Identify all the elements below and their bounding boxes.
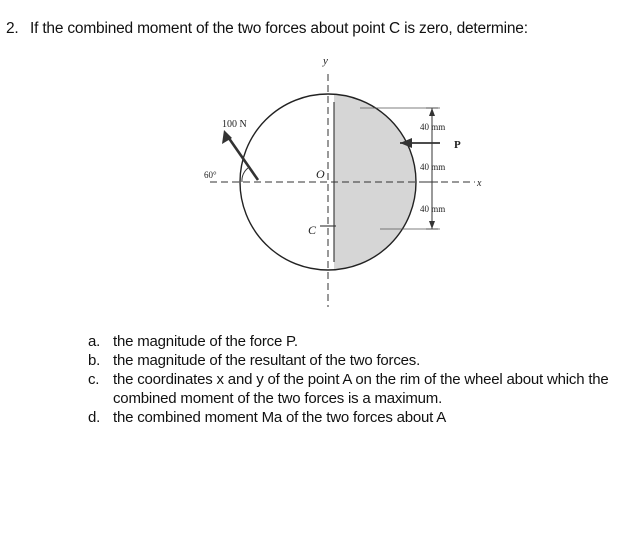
p-label: P bbox=[454, 139, 461, 151]
angle-arc bbox=[242, 168, 248, 182]
part-text: the magnitude of the resultant of the two forces. bbox=[113, 352, 421, 369]
part-text: the magnitude of the force P. bbox=[113, 333, 298, 350]
part-label: b. bbox=[88, 352, 101, 369]
part-a bbox=[88, 332, 618, 351]
part-b bbox=[88, 351, 618, 370]
part-d bbox=[88, 408, 618, 427]
origin-label: O bbox=[316, 167, 325, 181]
question-heading bbox=[6, 20, 528, 38]
part-label: d. bbox=[88, 409, 101, 426]
wheel-diagram bbox=[190, 52, 490, 314]
y-axis-label: y bbox=[323, 55, 328, 67]
angle-label: 60° bbox=[204, 170, 217, 180]
part-text: the coordinates x and y of the point A on the rim of the wheel about which the combined moment of the two forces is a maximum. bbox=[113, 371, 609, 407]
dim-bottom-label: 40 mm bbox=[420, 204, 446, 214]
question-text: If the combined moment of the two forces about point C is zero, determine: bbox=[30, 20, 528, 37]
part-label: a. bbox=[88, 333, 101, 350]
force-100n-arrow bbox=[226, 134, 258, 180]
wheel-figure bbox=[190, 52, 490, 314]
part-text: the combined moment Ma of the two forces about A bbox=[113, 409, 447, 426]
point-c-label: C bbox=[308, 223, 317, 237]
question-parts-list bbox=[88, 332, 618, 427]
force-label: 100 N bbox=[222, 119, 247, 130]
question-number: 2. bbox=[6, 20, 19, 37]
x-axis-label: x bbox=[477, 178, 482, 189]
dim-top-label: 40 mm bbox=[420, 122, 446, 132]
part-c bbox=[88, 370, 618, 408]
dim-mid-label: 40 mm bbox=[420, 162, 446, 172]
part-label: c. bbox=[88, 371, 100, 388]
